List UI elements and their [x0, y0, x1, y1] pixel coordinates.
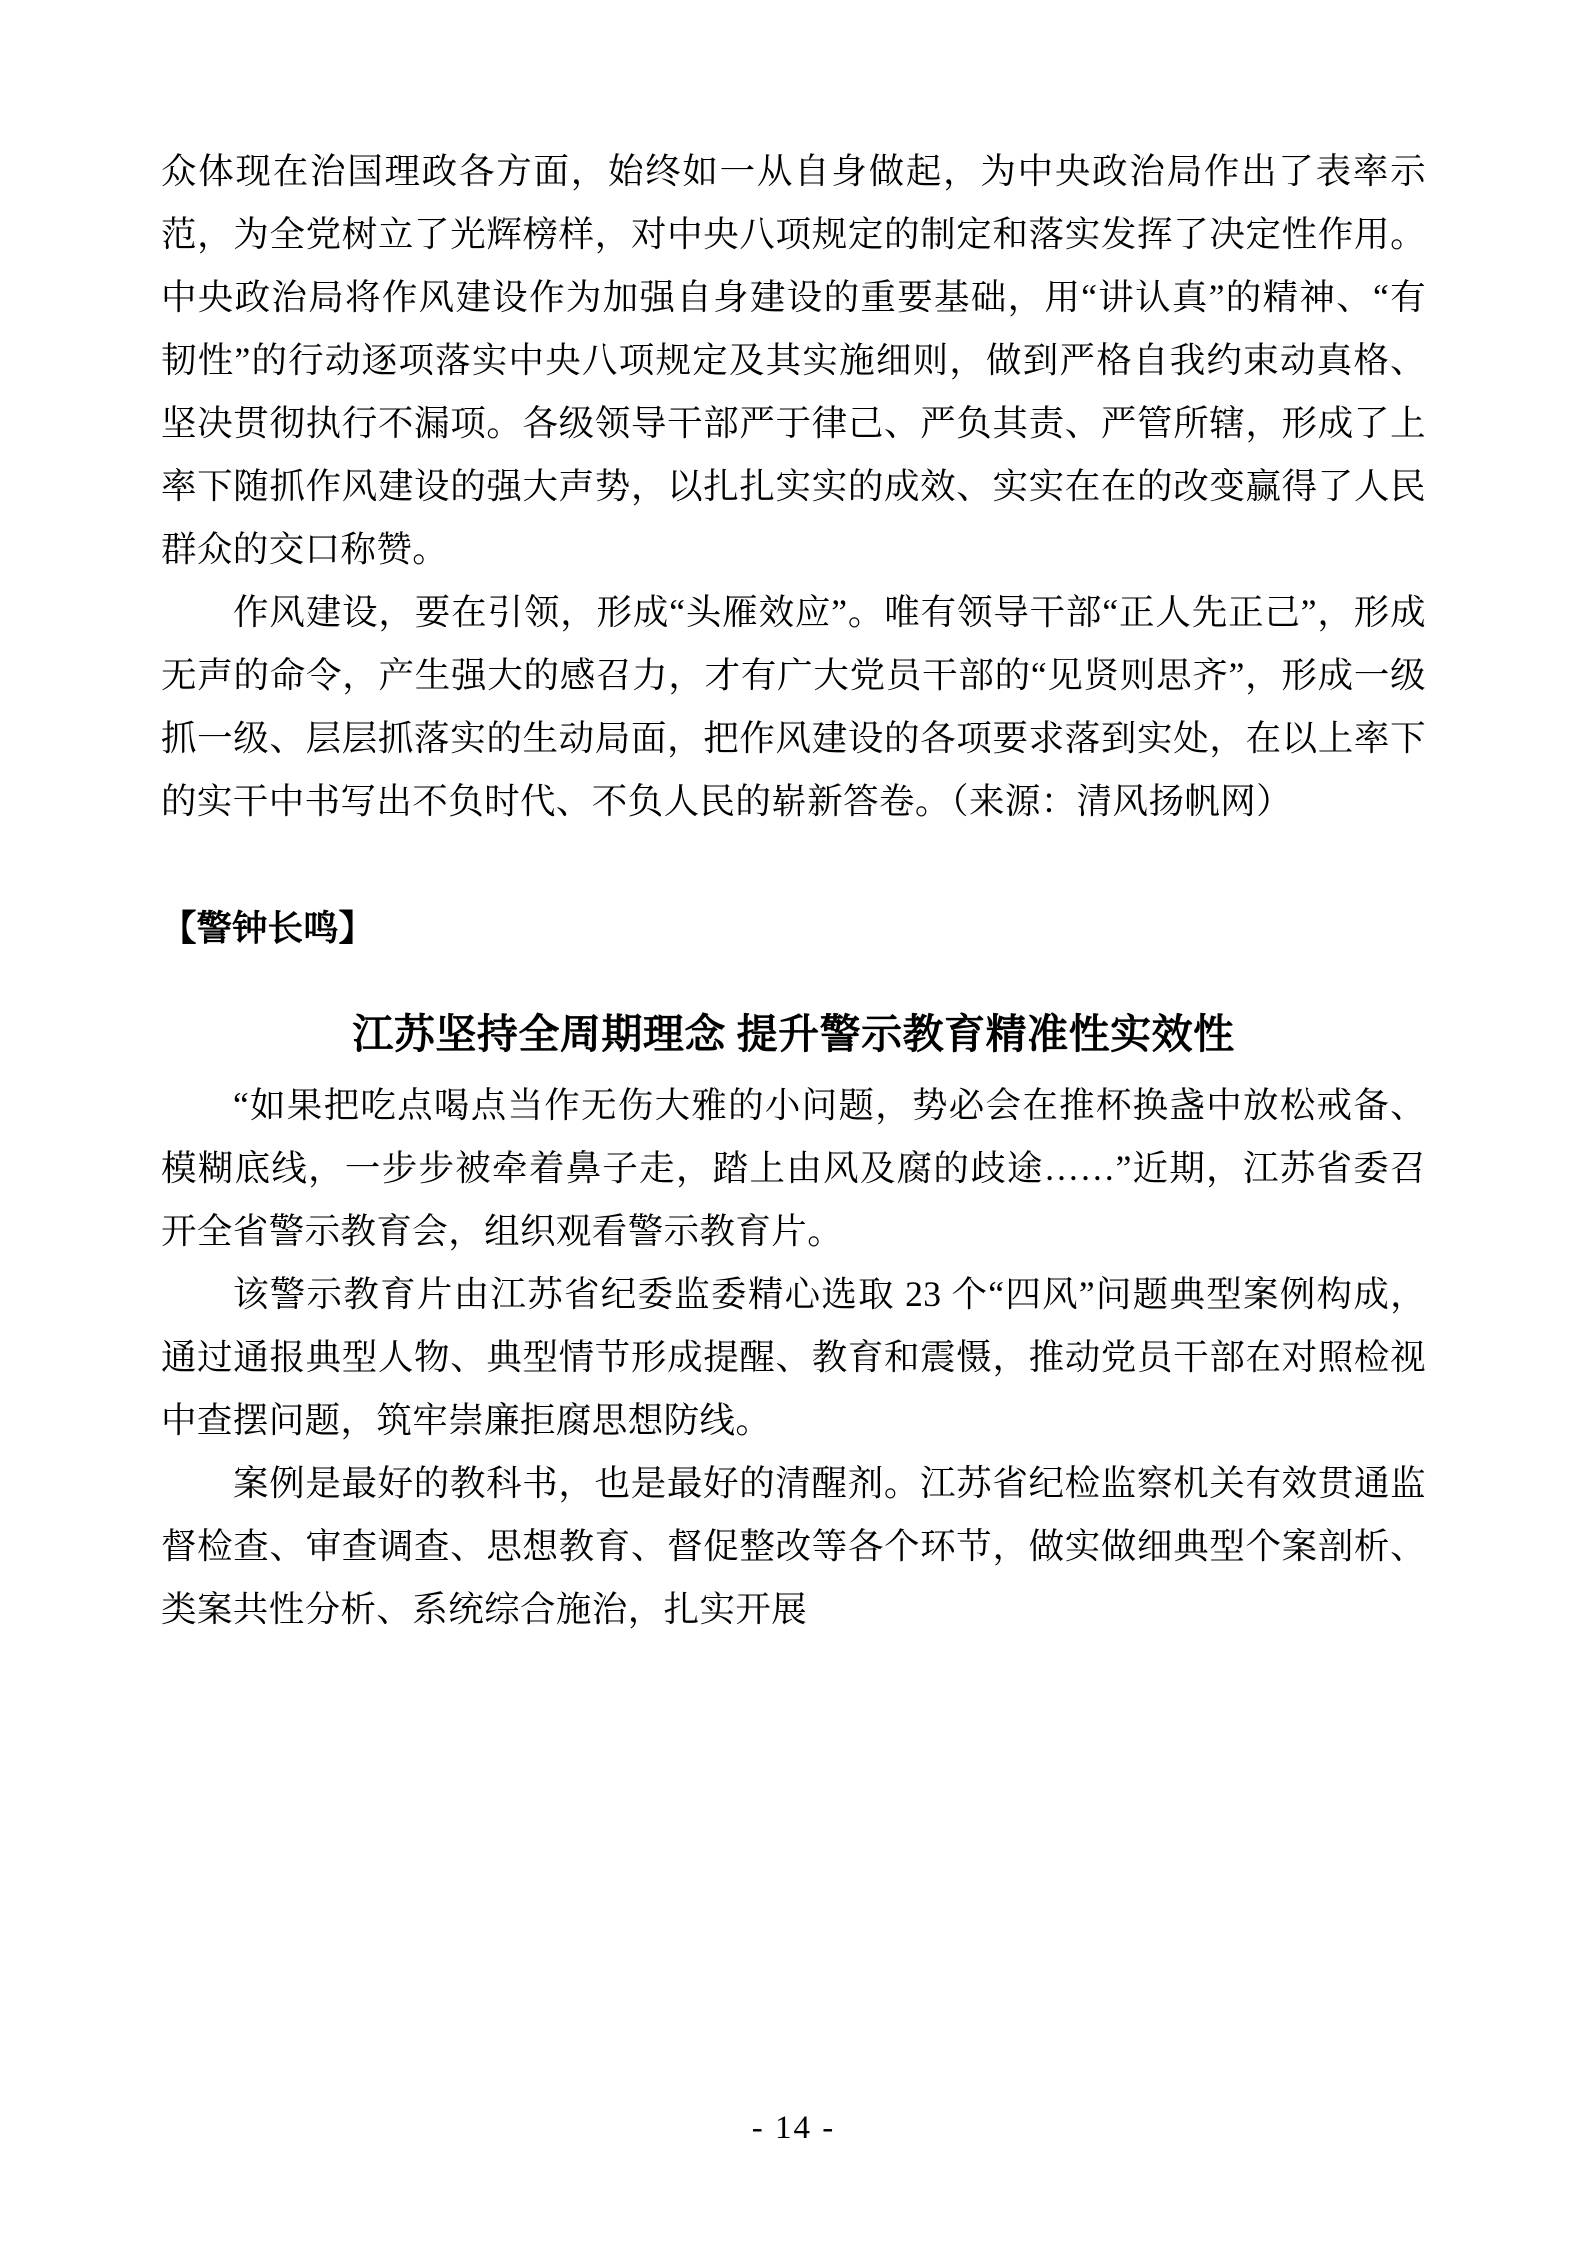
paragraph-work-style: 作风建设，要在引领，形成“头雁效应”。唯有领导干部“正人先正己”，形成无声的命令，产生强大的感召力，才有广大党员干部的“见贤则思齐”，形成一级抓一级、层层抓落实的生动局面，把作风建设的各项要求落到实处，在以上率下的实干中书写出不负时代、不负人民的崭新答卷。（来源：清风扬帆网）	[161, 592, 1426, 821]
article-paragraph-2: 该警示教育片由江苏省纪委监委精心选取 23 个“四风”问题典型案例构成，通过通报典型人物、典型情节形成提醒、教育和震慑，推动党员干部在对照检视中查摆问题，筑牢崇廉拒腐思想防线。	[161, 1274, 1426, 1440]
article-paragraph-1: “如果把吃点喝点当作无伤大雅的小问题，势必会在推杯换盏中放松戒备、模糊底线，一步步被牵着鼻子走，踏上由风及腐的歧途……”近期，江苏省委召开全省警示教育会，组织观看警示教育片。	[161, 1085, 1426, 1251]
article-paragraph-3: 案例是最好的教科书，也是最好的清醒剂。江苏省纪检监察机关有效贯通监督检查、审查调查、思想教育、督促整改等各个环节，做实做细典型个案剖析、类案共性分析、系统综合施治，扎实开展	[161, 1463, 1426, 1629]
page-number: - 14 -	[751, 2110, 836, 2146]
spacer	[161, 833, 1426, 897]
section-tag-heading: 【警钟长鸣】	[161, 908, 375, 948]
article-title: 江苏坚持全周期理念 提升警示教育精准性实效性	[352, 1011, 1235, 1057]
paragraph-continued: 众体现在治国理政各方面，始终如一从自身做起，为中央政治局作出了表率示范，为全党树立了光辉榜样，对中央八项规定的制定和落实发挥了决定性作用。中央政治局将作风建设作为加强自身建设的重要基础，用“讲认真”的精神、“有韧性”的行动逐项落实中央八项规定及其实施细则，做到严格自我约束动真格、坚决贯彻执行不漏项。各级领导干部严于律己、严负其责、严管所辖，形成了上率下随抓作风建设的强大声势，以扎扎实实的成效、实实在在的改变赢得了人民群众的交口称赞。	[161, 151, 1426, 569]
page-content	[161, 140, 1426, 1641]
spacer	[161, 960, 1426, 1000]
